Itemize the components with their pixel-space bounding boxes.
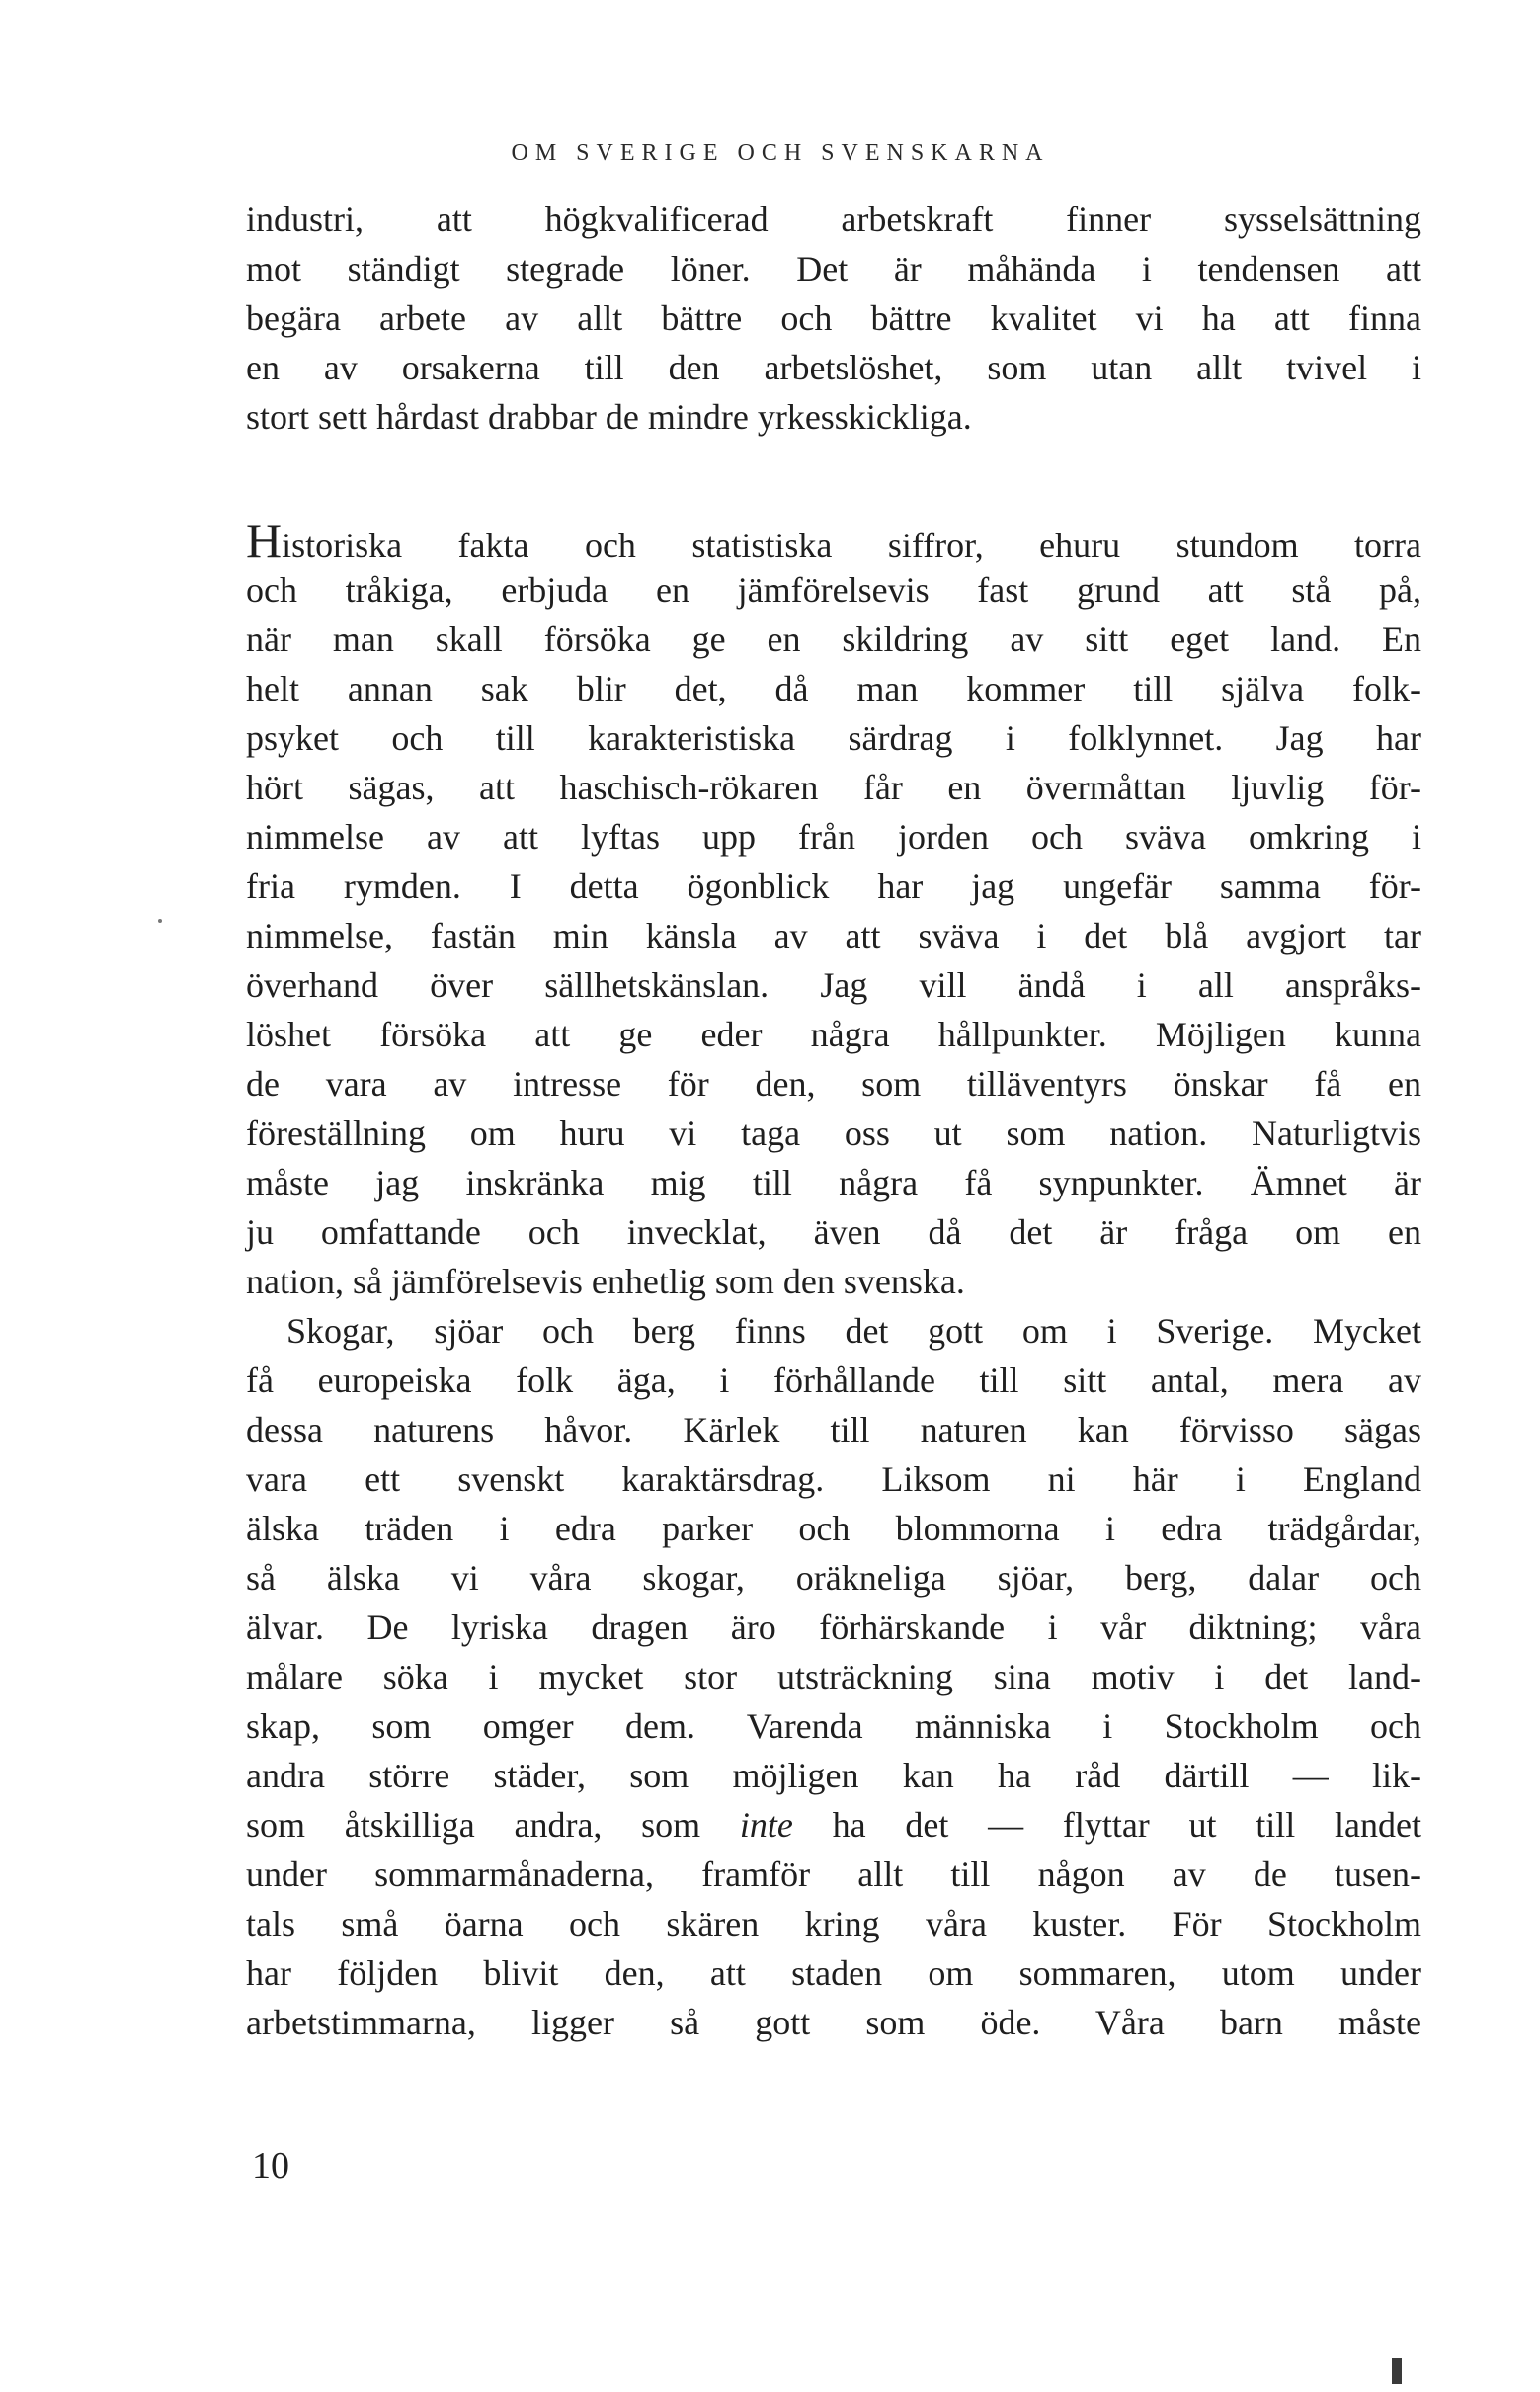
drop-capital: H <box>246 513 283 568</box>
text-line: de vara av intresse för den, som tilläventyrs önskar få en <box>246 1064 1421 1104</box>
text-line: målare söka i mycket stor utsträckning sina motiv i det land- <box>246 1657 1421 1696</box>
text-line: fria rymden. I detta ögonblick har jag ungefär samma för- <box>246 866 1421 906</box>
text-line: nimmelse, fastän min känsla av att sväva i det blå avgjort tar <box>246 916 1421 955</box>
text-line: föreställning om huru vi taga oss ut som nation. Naturligtvis <box>246 1114 1421 1153</box>
text-line: nimmelse av att lyftas upp från jorden och sväva omkring i <box>246 817 1421 857</box>
text-line: vara ett svenskt karaktärsdrag. Liksom ni här i England <box>246 1459 1421 1499</box>
text-line: hört sägas, att haschisch-rökaren får en övermåttan ljuvlig för- <box>246 768 1421 807</box>
text-line: psyket och till karakteristiska särdrag i folklynnet. Jag har <box>246 718 1421 758</box>
page-number: 10 <box>252 2145 289 2186</box>
running-header: OM SVERIGE OCH SVENSKARNA <box>511 140 1050 166</box>
scan-edge-mark <box>1392 2358 1402 2384</box>
text-line: arbetstimmarna, ligger så gott som öde. Våra barn måste <box>246 2003 1421 2042</box>
first-line-text: istoriska fakta och statistiska siffror, ehuru stundom torra <box>282 526 1421 565</box>
text-line-first <box>246 513 1421 568</box>
text-line: under sommarmånaderna, framför allt till någon av de tusen- <box>246 1855 1421 1894</box>
text-line: mot ständigt stegrade löner. Det är måhända i tendensen att <box>246 249 1421 289</box>
text-segment: som åtskilliga andra, som <box>246 1805 740 1845</box>
text-line: måste jag inskränka mig till några få synpunkter. Ämnet är <box>246 1163 1421 1202</box>
text-line: har följden blivit den, att staden om sommaren, utom under <box>246 1953 1421 1993</box>
text-line: industri, att högkvalificerad arbetskraft finner sysselsättning <box>246 200 1421 239</box>
text-line: älvar. De lyriska dragen äro förhärskande i vår diktning; våra <box>246 1608 1421 1647</box>
text-line: få europeiska folk äga, i förhållande till sitt antal, mera av <box>246 1361 1421 1400</box>
text-line: så älska vi våra skogar, oräkneliga sjöar, berg, dalar och <box>246 1558 1421 1598</box>
text-line: älska träden i edra parker och blommorna i edra trädgårdar, <box>246 1509 1421 1548</box>
text-line: skap, som omger dem. Varenda människa i Stockholm och <box>246 1706 1421 1746</box>
text-line: när man skall försöka ge en skildring av sitt eget land. En <box>246 619 1421 659</box>
text-line: överhand över sällhetskänslan. Jag vill ändå i all anspråks- <box>246 965 1421 1005</box>
text-line: ju omfattande och invecklat, även då det är fråga om en <box>246 1212 1421 1252</box>
text-line: helt annan sak blir det, då man kommer till själva folk- <box>246 669 1421 708</box>
text-line: andra större städer, som möjligen kan ha råd därtill — lik- <box>246 1756 1421 1795</box>
text-line: nation, så jämförelsevis enhetlig som den svenska. <box>246 1262 965 1301</box>
paragraph-main <box>246 513 1421 2047</box>
text-line: stort sett hårdast drabbar de mindre yrkesskickliga. <box>246 397 972 437</box>
paragraph-continued <box>246 195 1421 442</box>
text-line: dessa naturens håvor. Kärlek till naturen kan förvisso sägas <box>246 1410 1421 1449</box>
text-line: en av orsakerna till den arbetslöshet, som utan allt tvivel i <box>246 348 1421 387</box>
text-line: tals små öarna och skären kring våra kuster. För Stockholm <box>246 1904 1421 1943</box>
italic-word: inte <box>739 1805 793 1845</box>
text-line: begära arbete av allt bättre och bättre kvalitet vi ha att finna <box>246 298 1421 338</box>
scan-speck <box>158 919 162 923</box>
text-segment: ha det — flyttar ut till landet <box>792 1805 1421 1845</box>
text-line-with-italic <box>246 1800 1421 1850</box>
text-line: löshet försöka att ge eder några hållpunkter. Möjligen kunna <box>246 1015 1421 1054</box>
text-line: och tråkiga, erbjuda en jämförelsevis fast grund att stå på, <box>246 570 1421 610</box>
text-line-indented: Skogar, sjöar och berg finns det gott om i Sverige. Mycket <box>286 1311 1421 1351</box>
